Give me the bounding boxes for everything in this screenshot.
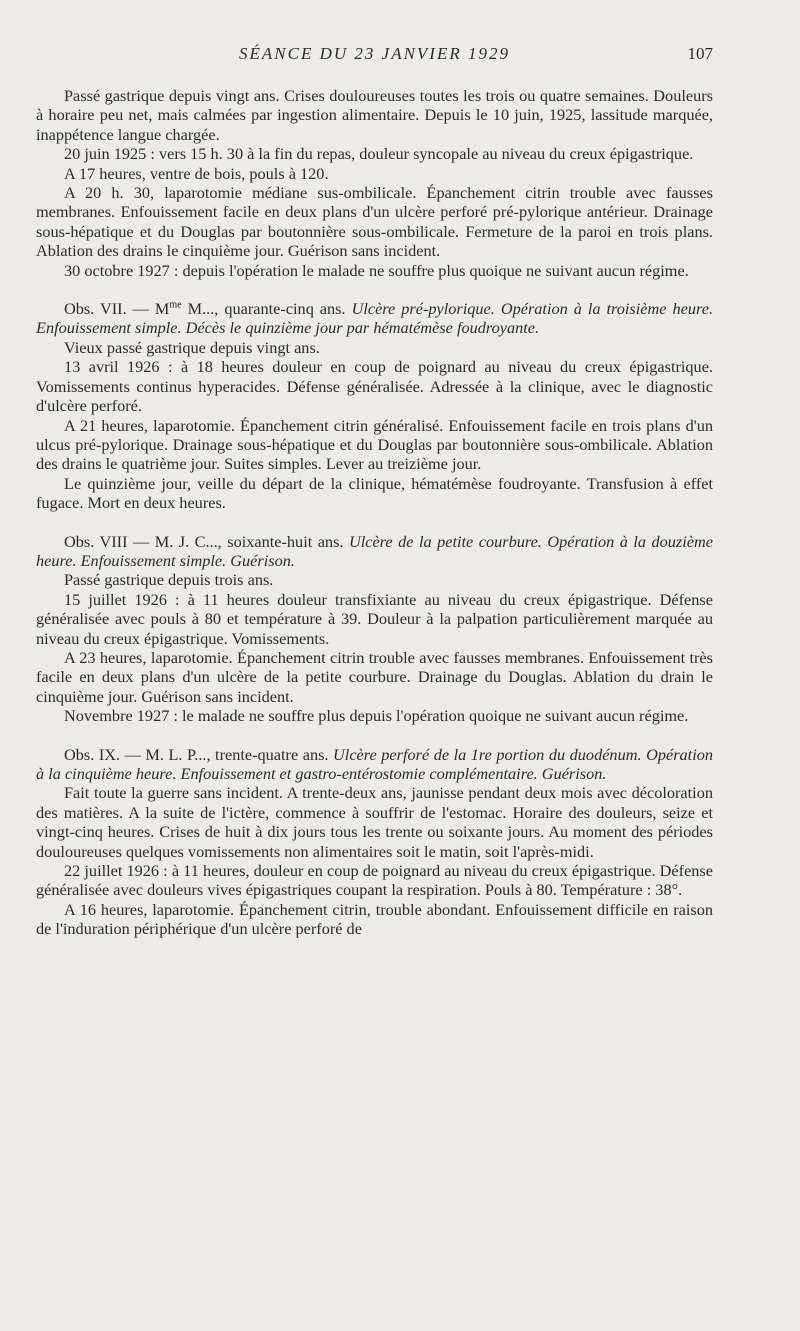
observation-title: Ulcère de la petite courbure. Opération à la douzième heure. Enfouissement simple. Guérison. — [36, 531, 713, 570]
paragraph: Novembre 1927 : le malade ne souffre plus depuis l'opération quoique ne suivant aucun régime. — [64, 706, 689, 726]
paragraph: 30 octobre 1927 : depuis l'opération le malade ne souffre plus quoique ne suivant aucun régime. — [64, 260, 689, 280]
observation-lead: Obs. VII. — M — [64, 299, 170, 319]
paragraph: 22 juillet 1926 : à 11 heures, douleur en coup de poignard au niveau du creux épigastrique. Défense généralisée avec douleurs vives épigastriques coupant la respiration. Pouls à 80. Température : 38°. — [36, 861, 713, 900]
observation-superscript: me — [169, 299, 182, 311]
observation-heading — [36, 299, 713, 338]
observation-title: Ulcère perforé de la 1re portion du duodénum. Opération à la cinquième heure. Enfouissement et gastro-entérostomie complémentaire. Guérison. — [36, 744, 713, 783]
paragraph: 15 juillet 1926 : à 11 heures douleur transfixiante au niveau du creux épigastrique. Défense généralisée avec pouls à 80 et température à 39. Douleur à la palpation particulièrement marquée au niveau du creux épigastrique. Vomissements. — [36, 589, 713, 648]
page-number: 107 — [687, 44, 713, 63]
observation-lead: Obs. VIII — M. J. C..., soixante-huit ans. — [64, 531, 349, 551]
observation-heading — [36, 745, 713, 784]
paragraph: A 21 heures, laparotomie. Épanchement citrin généralisé. Enfouissement facile en trois plans d'un ulcus pré-pylorique. Drainage sous-hépatique et du Douglas par boutonnière sous-ombilicale. Ablation des drains le quatrième jour. Suites simples. Lever au treizième jour. — [36, 415, 713, 474]
observation-heading — [36, 532, 713, 571]
paragraph: A 23 heures, laparotomie. Épanchement citrin trouble avec fausses membranes. Enfouissement très facile en deux plans d'un ulcère de la petite courbure. Drainage du Douglas. Ablation du drain le cinquième jour. Guérison sans incident. — [36, 647, 713, 706]
paragraph: Passé gastrique depuis vingt ans. Crises douloureuses toutes les trois ou quatre semaines. Douleurs à horaire peu net, mais calmées par ingestion alimentaire. Depuis le 10 juin, 1925, lassitude marquée, inappétence langue chargée. — [36, 86, 713, 144]
paragraph: A 20 h. 30, laparotomie médiane sus-ombilicale. Épanchement citrin trouble avec fausses membranes. Enfouissement facile en deux plans d'un ulcère perforé pré-pylorique antérieur. Drainage sous-hépatique et du Douglas par boutonnière sous-ombilicale. Fermeture de la paroi en trois plans. Ablation des drains le cinquième jour. Guérison sans incident. — [36, 183, 713, 261]
body-text — [36, 86, 713, 939]
observation-title: Ulcère pré-pylorique. Opération à la troisième heure. Enfouissement simple. Décès le quinzième jour par hématémèse foudroyante. — [36, 299, 714, 338]
paragraph: Passé gastrique depuis trois ans. — [64, 570, 274, 590]
paragraph: A 17 heures, ventre de bois, pouls à 120. — [64, 163, 329, 183]
page-header — [36, 44, 713, 74]
paragraph: Vieux passé gastrique depuis vingt ans. — [64, 337, 320, 357]
observation-patient: M..., quarante-cinq ans. — [181, 299, 352, 319]
observation-lead: Obs. IX. — M. L. P..., trente-quatre ans. — [64, 744, 334, 764]
paragraph: Fait toute la guerre sans incident. A trente-deux ans, jaunisse pendant deux mois avec décoloration des matières. A la suite de l'ictère, commence à souffrir de l'estomac. Horaire des douleurs, seize et vingt-cinq heures. Crises de huit à dix jours tous les trente ou soixante jours. Au moment des périodes douloureuses quelques vomissements non alimentaires soit le matin, soit l'après-midi. — [36, 783, 713, 861]
paragraph: 20 juin 1925 : vers 15 h. 30 à la fin du repas, douleur syncopale au niveau du creux épigastrique. — [64, 144, 694, 164]
paragraph: Le quinzième jour, veille du départ de la clinique, hématémèse foudroyante. Transfusion à effet fugace. Mort en deux heures. — [36, 473, 713, 513]
running-title: SÉANCE DU 23 JANVIER 1929 — [239, 44, 510, 63]
paragraph: A 16 heures, laparotomie. Épanchement citrin, trouble abondant. Enfouissement difficile en raison de l'induration périphérique d'un ulcère perforé de — [36, 899, 713, 939]
paragraph: 13 avril 1926 : à 18 heures douleur en coup de poignard au niveau du creux épigastrique. Vomissements continus hyperacides. Défense généralisée. Adressée à la clinique, avec le diagnostic d'ulcère perforé. — [36, 357, 713, 416]
